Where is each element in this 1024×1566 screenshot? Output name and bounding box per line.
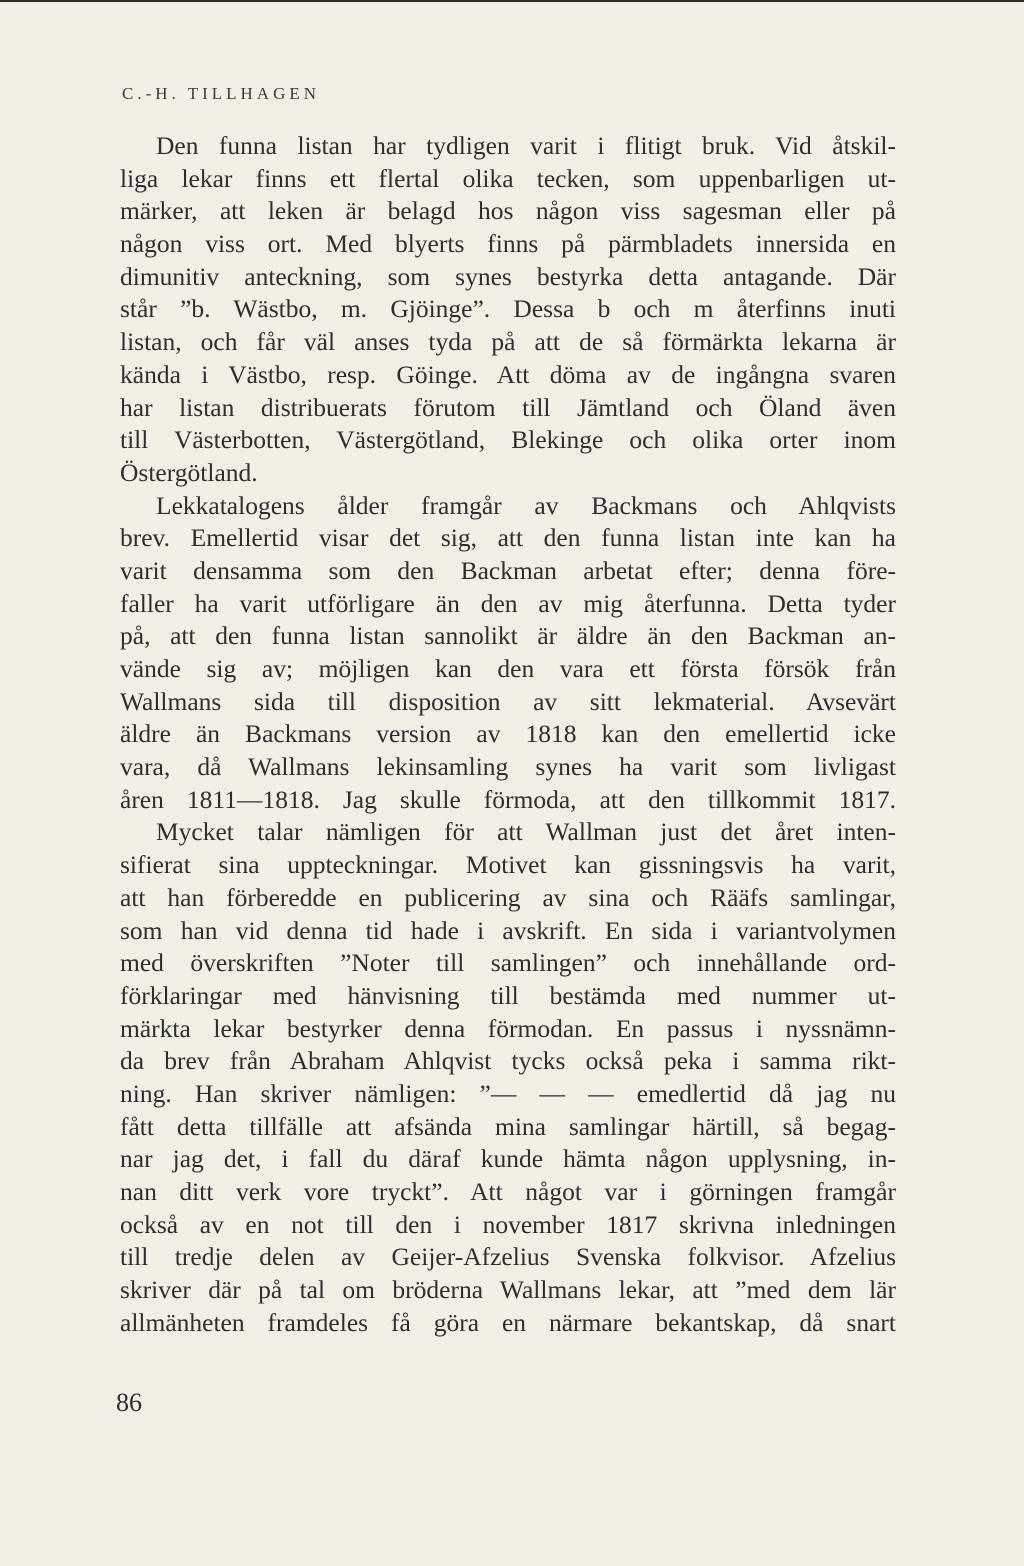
text-line: Lekkatalogens ålder framgår av Backmans och Ahlqvists — [156, 490, 896, 520]
text-line: också av en not till den i november 1817 skrivna inledningen — [120, 1209, 896, 1239]
text-line: vara, då Wallmans lekinsamling synes ha varit som livligast — [120, 752, 896, 782]
text-line: skriver där på tal om bröderna Wallmans lekar, att ”med dem lär — [120, 1275, 896, 1305]
text-line: har listan distribuerats förutom till Jämtland och Öland även — [120, 392, 896, 422]
running-head: C.-H. TILLHAGEN — [122, 84, 321, 103]
text-line: liga lekar finns ett flertal olika tecken, som uppenbarligen ut- — [120, 163, 896, 193]
text-line: till tredje delen av Geijer-Afzelius Svenska folkvisor. Afzelius — [120, 1242, 896, 1272]
text-line: fått detta tillfälle att afsända mina samlingar härtill, så begag- — [120, 1111, 896, 1141]
text-line: sifierat sina uppteckningar. Motivet kan gissningsvis ha varit, — [120, 850, 896, 880]
text-line: märker, att leken är belagd hos någon viss sagesman eller på — [120, 196, 896, 226]
text-line: brev. Emellertid visar det sig, att den funna listan inte kan ha — [120, 523, 896, 553]
text-line: som han vid denna tid hade i avskrift. En sida i variantvolymen — [120, 915, 896, 945]
text-line: förklaringar med hänvisning till bestämda med nummer ut- — [120, 980, 896, 1010]
text-line: kända i Västbo, resp. Göinge. Att döma av de ingångna svaren — [120, 359, 896, 389]
text-line: till Västerbotten, Västergötland, Blekinge och olika orter inom — [120, 425, 896, 455]
text-line: dimunitiv anteckning, som synes bestyrka detta antagande. Där — [120, 261, 896, 291]
text-line: någon viss ort. Med blyerts finns på pärmbladets innersida en — [120, 229, 896, 259]
text-line: åren 1811—1818. Jag skulle förmoda, att den tillkommit 1817. — [120, 784, 896, 814]
text-line: nan ditt verk vore tryckt”. Att något var i görningen framgår — [120, 1177, 896, 1206]
text-line: nar jag det, i fall du däraf kunde hämta någon upplysning, in- — [120, 1144, 896, 1174]
text-line: faller ha varit utförligare än den av mig återfunna. Detta tyder — [120, 588, 896, 618]
text-line: varit densamma som den Backman arbetat efter; denna före- — [120, 555, 896, 585]
text-line: med överskriften ”Noter till samlingen” och innehållande ord- — [120, 948, 896, 978]
text-line: da brev från Abraham Ahlqvist tycks också peka i samma rikt- — [120, 1046, 896, 1076]
text-line: ning. Han skriver nämligen: ”— — — emedlertid då jag nu — [120, 1078, 896, 1108]
page-number: 86 — [116, 1388, 142, 1417]
text-line: Östergötland. — [120, 457, 258, 487]
body-text — [120, 130, 896, 1339]
text-line: på, att den funna listan sannolikt är äldre än den Backman an- — [120, 621, 896, 651]
text-line: listan, och får väl anses tyda på att de så förmärkta lekarna är — [120, 327, 896, 357]
text-line: att han förberedde en publicering av sina och Rääfs samlingar, — [120, 882, 896, 912]
text-line: märkta lekar bestyrker denna förmodan. En passus i nyssnämn- — [120, 1013, 896, 1043]
text-line: äldre än Backmans version av 1818 kan den emellertid icke — [120, 719, 896, 749]
text-line: Mycket talar nämligen för att Wallman just det året inten- — [156, 817, 896, 847]
text-line: Den funna listan har tydligen varit i flitigt bruk. Vid åtskil- — [156, 131, 896, 160]
text-line: vände sig av; möjligen kan den vara ett första försök från — [120, 654, 896, 683]
text-line: Wallmans sida till disposition av sitt lekmaterial. Avsevärt — [120, 686, 896, 716]
text-line: allmänheten framdeles få göra en närmare bekantskap, då snart — [120, 1307, 896, 1337]
text-line: står ”b. Wästbo, m. Gjöinge”. Dessa b och m återfinns inuti — [120, 294, 896, 324]
